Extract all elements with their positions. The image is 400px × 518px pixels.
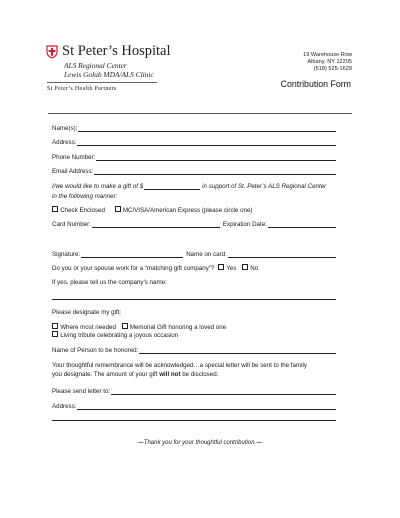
phone-label: Phone Number: — [52, 154, 96, 161]
memorial-label: Memorial Gift honoring a loved one — [129, 323, 227, 331]
gift-amount-input-line[interactable] — [144, 184, 200, 190]
designate-prompt: Please designate my gift: — [52, 309, 122, 316]
address-phone: (518) 525-1629 — [313, 66, 352, 72]
acknowledgement-line-2 — [52, 371, 342, 380]
company-prompt: If yes, please tell us the company’s name: — [52, 279, 167, 286]
honored-input-line[interactable] — [139, 348, 336, 354]
matching-gift-question: Do you or your spouse work for a “matching gift company”? — [52, 264, 215, 272]
email-label: Email Address: — [52, 168, 94, 175]
address-input-line[interactable] — [77, 140, 336, 146]
header-divider — [47, 82, 157, 83]
email-field-row — [52, 168, 336, 175]
phone-input-line[interactable] — [96, 155, 336, 161]
name-on-card-input-line[interactable] — [228, 252, 336, 258]
card-number-label: Card Number: — [52, 221, 91, 228]
thank-you-note: —Thank you for your thoughtful contribution.— — [137, 440, 263, 446]
send-letter-label: Please send letter to: — [52, 388, 111, 395]
letter-address-label: Address: — [52, 403, 77, 410]
signature-row — [52, 251, 336, 258]
card-row — [52, 221, 336, 228]
name-on-card-label: Name on card: — [186, 251, 227, 258]
hospital-cross-logo-icon — [46, 45, 58, 59]
where-needed-label: Where most needed — [60, 323, 116, 331]
memorial-checkbox[interactable] — [122, 323, 128, 329]
name-label: Name(s): — [52, 125, 78, 132]
honored-row — [52, 347, 336, 354]
email-input-line[interactable] — [94, 169, 336, 175]
address-line-1: 19 Warehouse Row — [303, 52, 352, 58]
credit-card-label: MC/VISA/American Express (please circle one) — [122, 206, 253, 214]
letter-address-input-line-2[interactable] — [52, 420, 336, 421]
signature-label: Signature: — [52, 251, 81, 258]
ack-text-a: you designate. The amount of your gift — [52, 371, 160, 378]
no-label: No — [250, 264, 259, 272]
name-input-line[interactable] — [78, 126, 336, 132]
name-field-row — [52, 125, 336, 132]
letter-address-input-line[interactable] — [77, 404, 336, 410]
gift-amount-row — [52, 183, 336, 190]
no-checkbox[interactable] — [242, 264, 248, 270]
gift-text-line-2: in the following manner: — [52, 193, 118, 200]
form-title: Contribution Form — [280, 79, 351, 89]
where-needed-checkbox[interactable] — [52, 323, 58, 329]
send-letter-row — [52, 388, 336, 395]
hospital-name: St Peter’s Hospital — [62, 43, 171, 59]
card-number-input-line[interactable] — [92, 222, 220, 228]
center-name: ALS Regional Center — [64, 61, 127, 70]
address-field-row — [52, 139, 336, 146]
partners-name: St Peter’s Health Partners — [47, 86, 117, 92]
address-line-2: Albany, NY 12205 — [307, 59, 352, 65]
matching-gift-row — [52, 264, 342, 273]
phone-field-row — [52, 154, 336, 161]
address-label: Address: — [52, 139, 77, 146]
company-name-input-line[interactable] — [52, 299, 336, 300]
check-enclosed-checkbox[interactable] — [52, 206, 58, 212]
clinic-name: Lewis Golub MDA/ALS Clinic — [64, 70, 154, 79]
check-enclosed-label: Check Enclosed — [60, 206, 105, 214]
payment-method-row — [52, 206, 342, 215]
expiration-input-line[interactable] — [268, 222, 336, 228]
tribute-label: Living tribute celebrating a joyous occasion — [60, 331, 179, 339]
tribute-checkbox[interactable] — [52, 331, 58, 337]
yes-label: Yes — [226, 264, 237, 272]
ack-text-b: be disclosed. — [180, 371, 219, 378]
signature-input-line[interactable] — [81, 252, 183, 258]
designation-options-row-2 — [52, 331, 342, 340]
credit-card-checkbox[interactable] — [115, 206, 121, 212]
send-letter-input-line[interactable] — [111, 389, 336, 395]
gift-text-2: in support of St. Peter’s ALS Regional Center — [202, 183, 327, 190]
yes-checkbox[interactable] — [218, 264, 224, 270]
gift-text-1: I/we would like to make a gift of $ — [52, 183, 144, 190]
expiration-label: Expiration Date: — [222, 221, 267, 228]
ack-text-bold: will not — [159, 371, 181, 378]
acknowledgement-line-1: Your thoughtful remembrance will be acknowledged…a special letter will be sent to the family — [52, 362, 307, 369]
form-top-divider — [48, 113, 352, 114]
honored-label: Name of Person to be honored: — [52, 347, 139, 354]
letter-address-row — [52, 403, 336, 410]
